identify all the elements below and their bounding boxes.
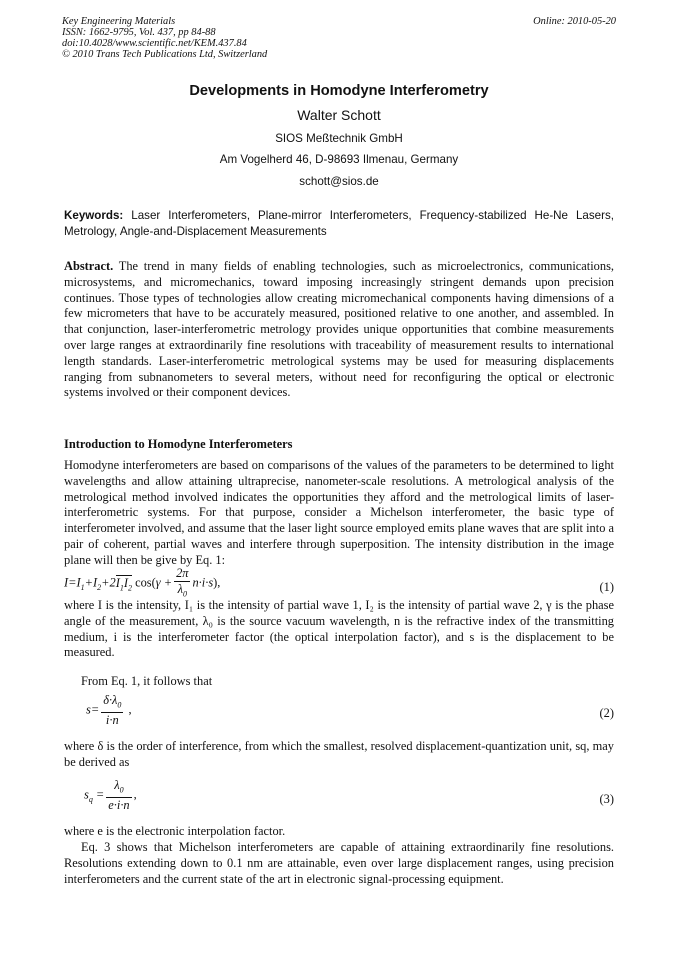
online-date: Online: 2010-05-20 xyxy=(533,16,616,27)
copyright: © 2010 Trans Tech Publications Ltd, Switzerland xyxy=(62,49,268,60)
doi: doi:10.4028/www.scientific.net/KEM.437.84 xyxy=(62,38,247,49)
paragraph-2: where I is the intensity, I₁ is the intensity of partial wave 1, I₂ is the intensity of partial wave 2, γ is the phase angle of the measurement, λ₀ is the source vacuum wavelength, n is the refractive index of the transmitting medium, i is the interferometer factor (the optical interpolation factor), and s is the displacement to be measured. xyxy=(64,598,614,660)
paragraph-6: Eq. 3 shows that Michelson interferometers are capable of attaining extraordinarily fine resolutions. Resolutions extending down to 0.1 nm are attainable, even over large displacement ranges, using precision interferometers and the current state of the art in electronic signal-processing equipment. xyxy=(64,840,614,886)
equation-3: $s_q$ = $\frac{\lambda_0}{e\cdot i\cdot n}$ , xyxy=(84,778,137,813)
abstract xyxy=(64,259,614,401)
equation-3-number: (3) xyxy=(599,792,614,806)
journal-header xyxy=(62,16,616,60)
equation-1: $I=I_1+I_2+2I_1I_2$ cos(γ + $\frac{2\pi}{\lambda_0}$ n·i·s), xyxy=(64,566,221,599)
paragraph-4: where δ is the order of interference, from which the smallest, resolved displacement-quantization unit, sq, may be derived as xyxy=(64,739,614,769)
keywords-label: Keywords: xyxy=(64,209,124,222)
paragraph-1: Homodyne interferometers are based on comparisons of the values of the parameters to be determined to light wavelengths and allow attaining ultraprecise, nanometer-scale resolutions. A metrological analysis of the metrological method involved indicates the opportunities they afford and the metrological limits of laser-interferometric systems. For that purpose, consider a Michelson interferometer, the basic type of interferometer involved, and assume that the laser light source employed emits plane waves that are split into a pair of coherent, partial waves and interfere through superposition. The intensity distribution in the image plane will then be give by Eq. 1: xyxy=(64,458,614,567)
address: Am Vogelherd 46, D-98693 Ilmenau, Germany xyxy=(219,153,459,166)
author-name: Walter Schott xyxy=(297,107,381,123)
paper-title: Developments in Homodyne Interferometry xyxy=(189,83,489,99)
section-heading: Introduction to Homodyne Interferometers xyxy=(64,437,293,451)
keywords xyxy=(64,208,614,240)
equation-2-number: (2) xyxy=(599,706,614,720)
affiliation: SIOS Meßtechnik GmbH xyxy=(275,132,403,145)
equation-1-number: (1) xyxy=(599,580,614,594)
journal-name: Key Engineering Materials xyxy=(62,16,176,27)
abstract-label: Abstract. xyxy=(64,259,114,273)
equation-2: s= $\frac{\delta\cdot\lambda_0}{i\cdot n}$ , xyxy=(86,693,132,728)
paragraph-3: From Eq. 1, it follows that xyxy=(81,674,213,688)
abstract-text: The trend in many fields of enabling technologies, such as microelectronics, communications, microsystems, and micromechanics, toward imposing increasingly stringent demands upon precision continues. Those types of technologies allow creating micromechanical components having dimensions of a few micrometers that have to be accurately measured, positioned relative to one another, and assembled. In that conjunction, laser-interferometric metrology provides unique opportunities that combine measurements over large ranges at extraordinarily fine resolutions with traceability of measurement results to international length standards. Laser-interferometric metrological systems may be used for measuring displacements ranging from subnanometers to several meters, without need for reconfiguring the optical or electronic systems involved or their component devices. xyxy=(64,259,614,400)
keywords-text: Laser Interferometers, Plane-mirror Interferometers, Frequency-stabilized He-Ne Lasers, Metrology, Angle-and-Displacement Measurements xyxy=(64,209,614,238)
email: schott@sios.de xyxy=(299,175,379,188)
paragraph-5: where e is the electronic interpolation factor. xyxy=(64,824,286,838)
issn: ISSN: 1662-9795, Vol. 437, pp 84-88 xyxy=(62,27,216,38)
